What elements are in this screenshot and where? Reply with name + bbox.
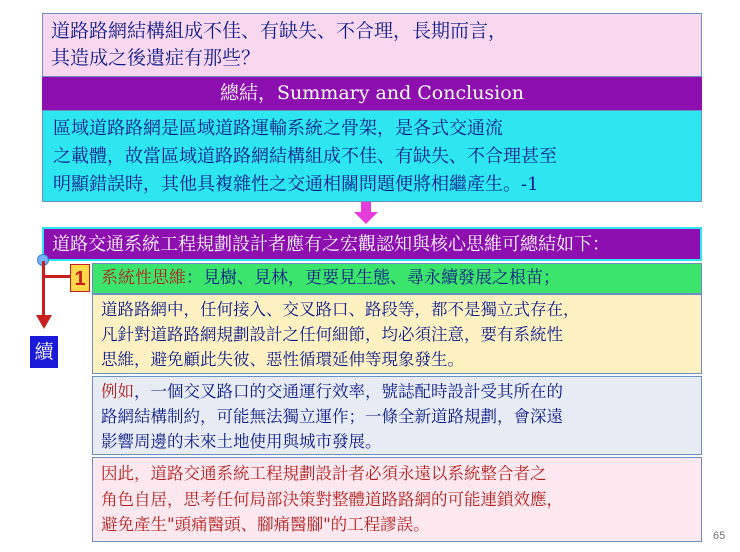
- point-1-highlight: 系統性思維: [101, 268, 186, 288]
- bracket-connector: [42, 275, 70, 278]
- para-1-line-3: 思維，避免顧此失彼、惡性循環延伸等現象發生。: [101, 350, 464, 369]
- point-1-box: [92, 263, 702, 294]
- point-1-text: ：見樹、見林，更要見生態、尋永續發展之根苗；: [186, 268, 560, 288]
- paragraph-3-box: [92, 457, 702, 542]
- continued-label: 續: [30, 336, 58, 368]
- question-box: [42, 13, 702, 77]
- paragraph-1-box: [92, 294, 702, 374]
- summary-heading: 道路交通系統工程規劃設計者應有之宏觀認知與核心思維可總結如下：: [42, 227, 702, 261]
- conclusion-line-3: 明顯錯誤時，其他具複雜性之交通相關問題便將相繼產生。-1: [53, 174, 539, 195]
- bracket-line: [42, 261, 45, 317]
- question-line-1: 道路路網結構組成不佳、有缺失、不合理，長期而言，: [51, 20, 508, 42]
- para-2-line-1: [101, 379, 693, 404]
- paragraph-2-box: [92, 376, 702, 455]
- para-1-line-1: 道路路網中，任何接入、交叉路口、路段等，都不是獨立式存在，: [101, 300, 580, 319]
- question-line-2: 其造成之後遺症有那些？: [51, 47, 261, 69]
- para-3-line-2: 角色自居，思考任何局部決策對整體道路路網的可能連鎖效應，: [101, 489, 563, 509]
- red-down-arrow-icon: [36, 315, 52, 329]
- para-2-highlight: 例如: [101, 382, 134, 401]
- para-2-line-1-text: ，一個交叉路口的交通運行效率，號誌配時設計受其所在的: [134, 382, 563, 401]
- point-number-badge: 1: [70, 264, 90, 292]
- conclusion-box: [42, 110, 702, 202]
- para-3-line-1: 因此，道路交通系統工程規劃設計者必須永遠以系統整合者之: [101, 464, 547, 483]
- page-number: 65: [713, 530, 726, 542]
- para-2-line-3: 影響周邊的未來土地使用與城市發展。: [101, 432, 382, 451]
- summary-bar: 總結，Summary and Conclusion: [42, 77, 702, 110]
- conclusion-line-1: 區域道路路網是區域道路運輸系統之骨架，是各式交通流: [53, 118, 503, 139]
- conclusion-line-2: 之載體，故當區域道路路網結構組成不佳、有缺失、不合理甚至: [53, 146, 557, 167]
- para-3-line-3: 避免產生"頭痛醫頭、腳痛醫腳"的工程謬誤。: [101, 515, 430, 534]
- para-1-line-2: 凡針對道路路網規劃設計之任何細節，均必須注意，要有系統性: [101, 325, 563, 344]
- para-2-line-2: 路網結構制約，可能無法獨立運作；一條全新道路規劃，會深遠: [101, 407, 563, 426]
